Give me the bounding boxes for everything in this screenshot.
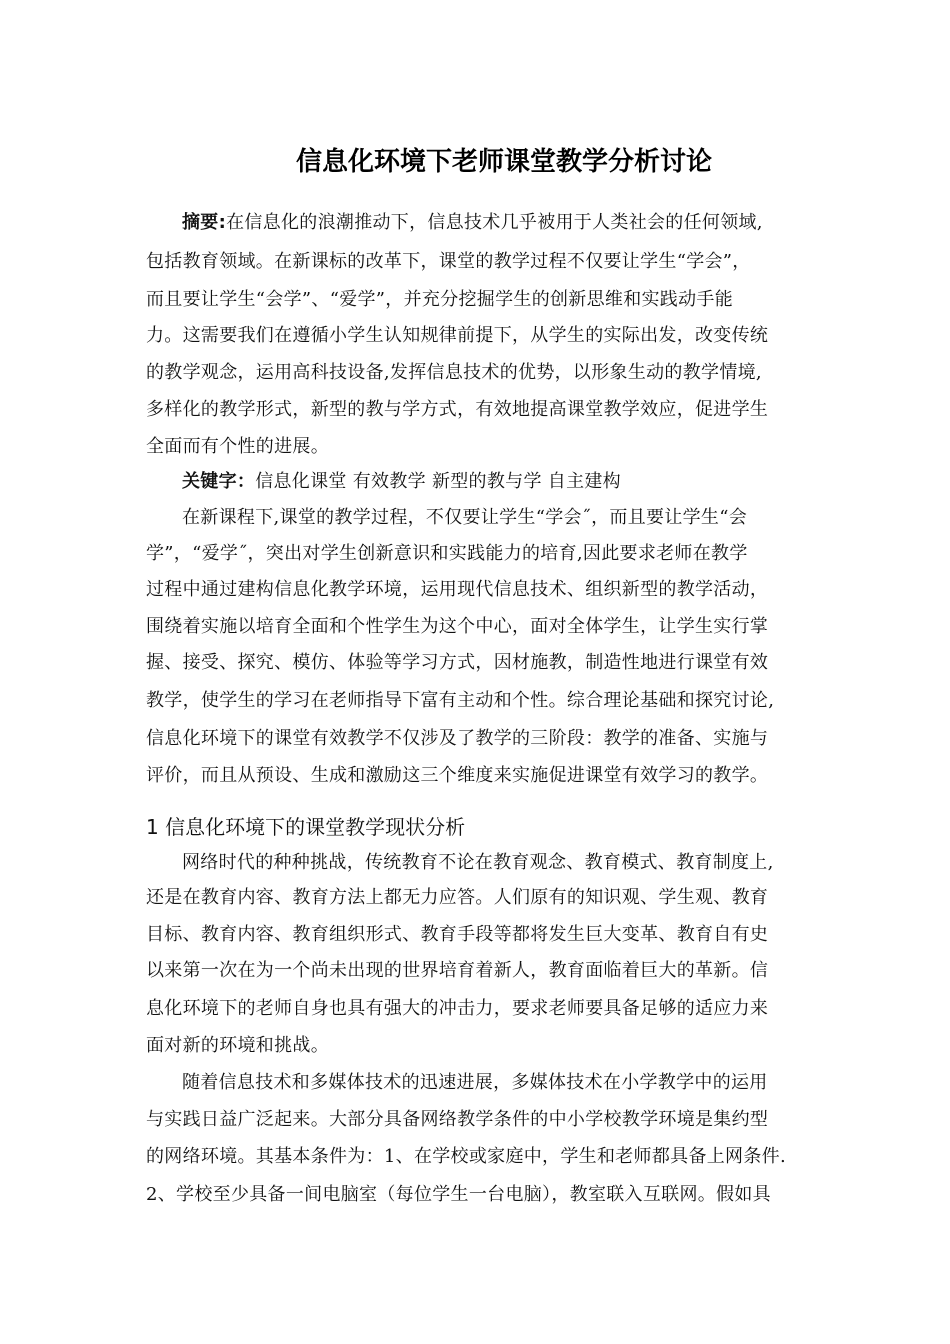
abstract-line: 的教学观念，运用高科技设备,发挥信息技术的优势，以形象生动的教学情境,	[146, 362, 762, 383]
abstract-line-1	[182, 208, 832, 238]
intro-line: 围绕着实施以培育全面和个性学生为这个中心，面对全体学生，让学生实行掌	[146, 616, 769, 637]
section-paragraph-line: 息化环境下的老师自身也具有强大的冲击力，要求老师要具备足够的适应力来	[146, 998, 769, 1019]
keywords-text: 信息化课堂 有效教学 新型的教与学 自主建构	[255, 471, 621, 492]
abstract-label: 摘要:	[182, 212, 227, 233]
section-paragraph-line: 以来第一次在为一个尚未出现的世界培育着新人，教育面临着巨大的革新。信	[146, 960, 769, 981]
keywords-line	[182, 467, 832, 497]
intro-line: 教学，使学生的学习在老师指导下富有主动和个性。综合理论基础和探究讨论,	[146, 690, 775, 711]
section-heading: 1 信息化环境下的课堂教学现状分析	[146, 815, 466, 839]
abstract-line: 包括教育领域。在新课标的改革下，课堂的教学过程不仅要让学生“学会”，	[146, 251, 751, 272]
section-paragraph-line: 面对新的环境和挑战。	[146, 1035, 329, 1056]
abstract-line: 力。这需要我们在遵循小学生认知规律前提下，从学生的实际出发，改变传统	[146, 325, 769, 346]
intro-line: 学”，“爱学˝，突出对学生创新意识和实践能力的培育,因此要求老师在教学	[146, 543, 748, 564]
section-paragraph-line: 网络时代的种种挑战，传统教育不论在教育观念、教育模式、教育制度上,	[182, 852, 774, 873]
intro-line: 评价，而且从预设、生成和激励这三个维度来实施促进课堂有效学习的教学。	[146, 765, 769, 786]
keywords-label: 关键字：	[182, 471, 256, 492]
intro-line: 握、接受、探究、模仿、体验等学习方式，因材施教，制造性地进行课堂有效	[146, 652, 769, 673]
intro-line: 在新课程下,课堂的教学过程，不仅要让学生“学会˝，而且要让学生“会	[182, 507, 748, 528]
section-paragraph-line: 的网络环境。其基本条件为：1、在学校或家庭中，学生和老师都具备上网条件.	[146, 1146, 786, 1167]
intro-line: 信息化环境下的课堂有效教学不仅涉及了教学的三阶段：教学的准备、实施与	[146, 728, 769, 749]
document-title: 信息化环境下老师课堂教学分析讨论	[295, 147, 712, 177]
section-paragraph-line: 目标、教育内容、教育组织形式、教育手段等都将发生巨大变革、教育自有史	[146, 924, 769, 945]
section-paragraph-line: 2、学校至少具备一间电脑室（每位学生一台电脑），教室联入互联网。假如具	[146, 1184, 771, 1205]
section-paragraph-line: 随着信息技术和多媒体技术的迅速进展，多媒体技术在小学教学中的运用	[182, 1072, 768, 1093]
abstract-text: 在信息化的浪潮推动下，信息技术几乎被用于人类社会的任何领域,	[226, 212, 763, 233]
section-paragraph-line: 还是在教育内容、教育方法上都无力应答。人们原有的知识观、学生观、教育	[146, 887, 769, 908]
abstract-line: 多样化的教学形式，新型的教与学方式，有效地提高课堂教学效应，促进学生	[146, 399, 769, 420]
abstract-line: 全面而有个性的进展。	[146, 436, 329, 457]
abstract-line: 而且要让学生“会学”、“爱学”，并充分挖掘学生的创新思维和实践动手能	[146, 289, 734, 310]
intro-line: 过程中通过建构信息化教学环境，运用现代信息技术、组织新型的教学活动，	[146, 579, 769, 600]
section-paragraph-line: 与实践日益广泛起来。大部分具备网络教学条件的中小学校教学环境是集约型	[146, 1109, 769, 1130]
